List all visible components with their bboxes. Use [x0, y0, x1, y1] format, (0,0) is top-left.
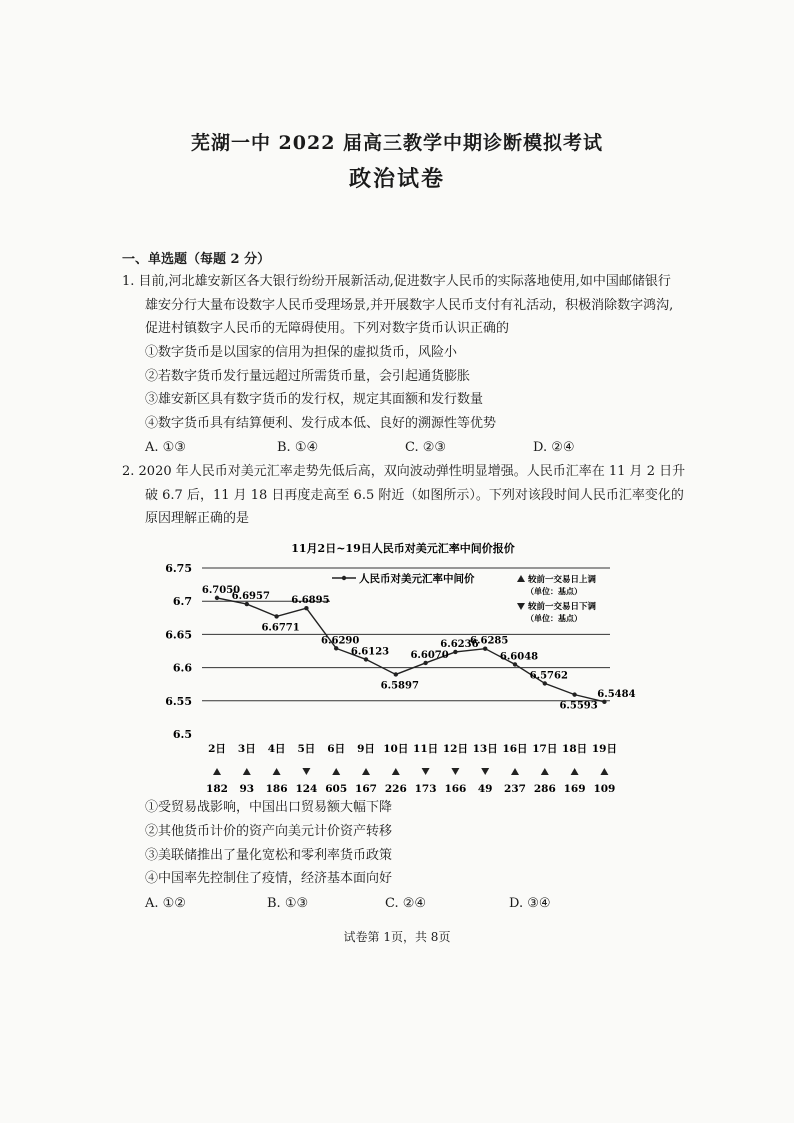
x-tick-label: 9日: [357, 743, 375, 755]
change-value: 173: [414, 783, 437, 795]
up-arrow-icon: [332, 768, 340, 775]
legend-line-label: 人民币对美元汇率中间价: [359, 573, 475, 585]
x-tick-label: 11日: [413, 743, 439, 755]
q2-option-c[interactable]: C. ②④: [385, 896, 427, 911]
data-label: 6.6895: [291, 595, 330, 607]
legend-up-label: 较前一交易日上调: [528, 575, 597, 585]
data-label: 6.5897: [380, 680, 419, 692]
change-value: 286: [533, 783, 556, 795]
q2-statement-1: ①受贸易战影响，中国出口贸易额大幅下降: [145, 800, 393, 815]
q1-option-a[interactable]: A. ①③: [145, 440, 186, 455]
y-tick-label: 6.65: [165, 628, 192, 642]
data-label: 6.5484: [597, 688, 636, 700]
q2-statement-4: ④中国率先控制住了疫情，经济基本面向好: [145, 871, 393, 886]
data-label: 6.7050: [201, 584, 241, 596]
change-value: 167: [355, 783, 377, 795]
up-arrow-icon: [511, 768, 519, 775]
x-tick-label: 4日: [267, 743, 286, 755]
data-label: 6.6123: [350, 646, 390, 658]
down-arrow-icon: [451, 768, 459, 775]
down-arrow-icon: [422, 768, 430, 775]
section-heading: 一、单选题（每题 2 分）: [122, 252, 271, 267]
change-value: 49: [477, 783, 493, 795]
data-point: [394, 672, 398, 676]
x-tick-label: 16日: [502, 743, 528, 755]
q2-stem-line-1: 2. 2020 年人民币对美元汇率走势先低后高，双向波动弹性明显增强。人民币汇率在 11 月 2 日升: [122, 464, 686, 479]
y-tick-label: 6.75: [165, 562, 192, 575]
q1-option-c[interactable]: C. ②③: [405, 440, 447, 455]
q2-option-d[interactable]: D. ③④: [509, 896, 551, 911]
data-point: [453, 650, 457, 654]
chart-legend: [330, 569, 614, 623]
down-arrow-icon: [302, 768, 310, 775]
data-label: 6.6048: [499, 651, 539, 663]
exam-title: 芜湖一中 2022 届高三教学中期诊断模拟考试: [190, 132, 604, 154]
q2-stem-line-3: 原因理解正确的是: [145, 511, 250, 526]
up-arrow-icon: [243, 768, 251, 775]
data-point: [215, 596, 219, 600]
x-tick-label: 6日: [327, 743, 346, 755]
data-point: [245, 602, 249, 606]
exam-subtitle: 政治试卷: [348, 166, 445, 192]
data-point: [543, 681, 547, 685]
q2-stem-line-2: 破 6.7 后，11 月 18 日再度走高至 6.5 附近（如图所示）。下列对该段时间人民币汇率变化的: [145, 488, 684, 503]
change-value: 226: [384, 783, 407, 795]
x-tick-label: 17日: [532, 743, 558, 755]
exchange-rate-chart: [160, 535, 636, 795]
change-value: 182: [206, 783, 228, 795]
q1-stem-line-1: 1. 目前,河北雄安新区各大银行纷纷开展新活动,促进数字人民币的实际落地使用,如中国邮储银行: [122, 274, 671, 289]
data-point: [423, 661, 427, 665]
q1-statement-4: ④数字货币具有结算便利、发行成本低、良好的溯源性等优势: [145, 416, 497, 431]
change-value: 186: [265, 783, 288, 795]
q1-statement-1: ①数字货币是以国家的信用为担保的虚拟货币，风险小: [145, 345, 458, 360]
x-tick-label: 2日: [208, 743, 226, 755]
x-tick-label: 18日: [562, 743, 588, 755]
q2-option-a[interactable]: A. ①②: [145, 896, 186, 911]
q1-stem-line-2: 雄安分行大量布设数字人民币受理场景,并开展数字人民币支付有礼活动，积极消除数字鸿沟,: [145, 298, 674, 313]
data-point: [334, 646, 338, 650]
up-arrow-icon: [541, 768, 549, 775]
q2-option-b[interactable]: B. ①③: [267, 896, 309, 911]
data-label: 6.6290: [321, 635, 360, 647]
q1-statement-3: ③雄安新区具有数字货币的发行权，规定其面额和发行数量: [145, 392, 484, 407]
q1-statement-2: ②若数字货币发行量远超过所需货币量，会引起通货膨胀: [145, 369, 471, 384]
x-tick-label: 12日: [442, 743, 468, 755]
change-value: 124: [295, 783, 318, 795]
change-value: 605: [325, 783, 348, 795]
legend-down-unit: （单位：基点）: [526, 613, 582, 623]
data-point: [602, 700, 606, 704]
q2-statement-2: ②其他货币计价的资产向美元计价资产转移: [145, 824, 393, 839]
y-tick-label: 6.5: [172, 728, 192, 741]
y-tick-label: 6.7: [172, 595, 192, 609]
down-arrow-icon: [481, 768, 489, 775]
data-label: 6.5762: [529, 670, 568, 682]
q1-stem-line-3: 促进村镇数字人民币的无障碍使用。下列对数字货币认识正确的: [145, 321, 510, 336]
q1-option-d[interactable]: D. ②④: [533, 440, 575, 455]
up-arrow-icon: [600, 768, 608, 775]
q1-option-b[interactable]: B. ①④: [277, 440, 319, 455]
change-value: 237: [504, 783, 526, 795]
change-value: 93: [239, 783, 255, 795]
data-label: 6.6070: [410, 649, 449, 661]
x-tick-label: 3日: [237, 743, 256, 755]
page-footer: 试卷第 1页，共 8页: [343, 930, 451, 944]
data-point: [364, 657, 368, 661]
up-arrow-icon: [392, 768, 400, 775]
data-label: 6.6771: [261, 622, 300, 634]
data-label: 6.6957: [231, 591, 270, 603]
q2-statement-3: ③美联储推出了量化宽松和零利率货币政策: [145, 848, 393, 863]
data-point: [513, 662, 517, 666]
up-arrow-icon: [362, 768, 370, 775]
x-tick-label: 10日: [383, 743, 409, 755]
change-value: 109: [593, 783, 616, 795]
up-arrow-icon: [213, 768, 221, 775]
y-tick-label: 6.6: [172, 661, 192, 675]
data-point: [274, 614, 278, 618]
y-tick-label: 6.55: [165, 694, 192, 708]
x-tick-label: 5日: [297, 743, 316, 755]
legend-up-unit: （单位：基点）: [526, 586, 582, 596]
chart-title: 11月2日~19日人民币对美元汇率中间价报价: [291, 542, 515, 555]
data-label: 6.6285: [470, 635, 509, 647]
legend-down-label: 较前一交易日下调: [528, 602, 597, 612]
up-arrow-icon: [273, 768, 281, 775]
legend-marker: [342, 576, 346, 580]
change-value: 166: [444, 783, 467, 795]
x-tick-label: 13日: [472, 743, 498, 755]
x-tick-label: 19日: [591, 743, 617, 755]
data-point: [304, 606, 308, 610]
data-label: 6.5593: [559, 700, 598, 712]
data-point: [572, 692, 576, 696]
change-value: 169: [563, 783, 586, 795]
up-arrow-icon: [571, 768, 579, 775]
data-label: 6.6236: [440, 638, 479, 650]
data-point: [483, 646, 487, 650]
